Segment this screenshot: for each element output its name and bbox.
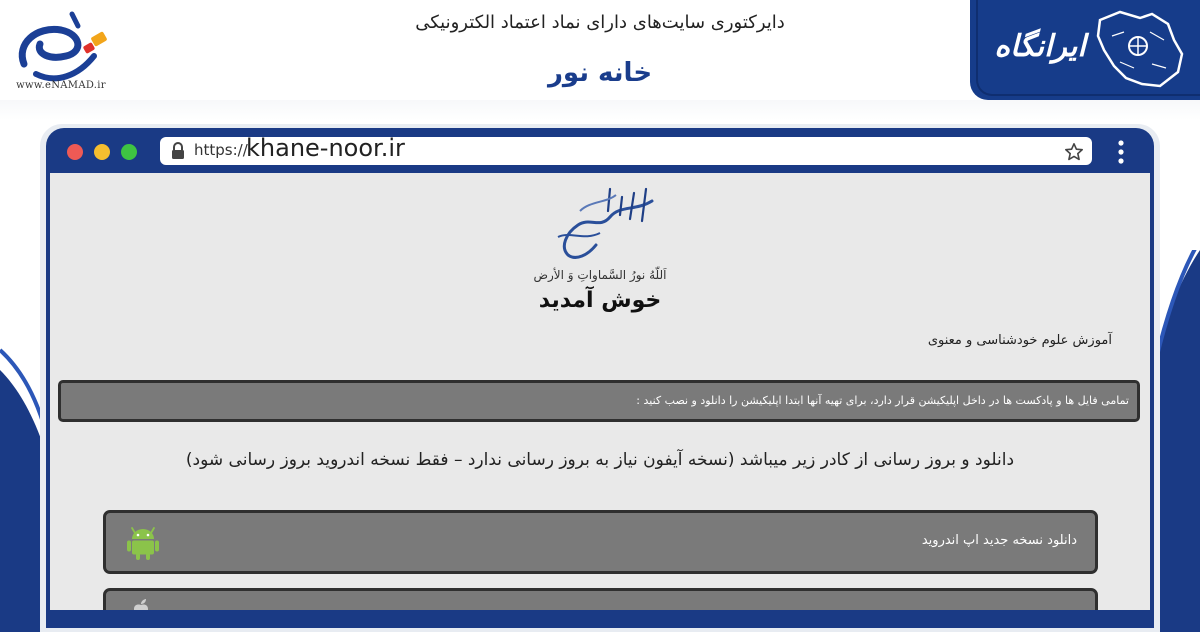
window-close-dot[interactable] — [67, 144, 83, 160]
download-ios-button[interactable] — [103, 588, 1098, 610]
kebab-menu-icon[interactable] — [1114, 139, 1128, 165]
welcome-heading: خوش آمدید — [538, 288, 662, 313]
quran-verse-text: اَللّهُ نورُ السَّماواتِ وَ الأرض — [533, 268, 667, 282]
page-header — [0, 0, 1200, 118]
apple-icon — [128, 599, 154, 610]
download-android-button[interactable] — [103, 510, 1098, 574]
download-info-text: دانلود و بروز رسانی از کادر زیر میباشد (نسخه آیفون نیاز به بروز رسانی ندارد – فقط نسخه اندروید بروز رسانی شود) — [185, 450, 1015, 470]
basmala-calligraphy — [550, 181, 660, 267]
irangah-logo-text: ایرانگاه — [994, 29, 1086, 64]
star-icon[interactable] — [1064, 142, 1084, 162]
download-android-label: دانلود نسخه جدید اپ اندروید — [921, 533, 1077, 548]
web-page-viewport — [50, 173, 1150, 610]
url-protocol: https:// — [194, 141, 248, 159]
app-notice-box — [58, 380, 1140, 422]
enamad-url-text[interactable]: www.eNAMAD.ir — [16, 80, 106, 91]
url-domain: khane-noor.ir — [246, 134, 405, 162]
window-minimize-dot[interactable] — [94, 144, 110, 160]
site-subtitle: آموزش علوم خودشناسی و معنوی — [927, 333, 1112, 348]
app-notice-text: تمامی فایل ها و پادکست ها در داخل اپلیکیشن قرار دارد، برای تهیه آنها ابتدا اپلیکیشن را دانلود و نصب کنید : — [636, 394, 1129, 407]
lock-icon — [170, 142, 186, 160]
window-maximize-dot[interactable] — [121, 144, 137, 160]
directory-title: دایرکتوری سایت‌های دارای نماد اعتماد الکترونیکی — [415, 12, 785, 33]
iran-map-icon — [1090, 6, 1188, 94]
android-icon — [126, 525, 160, 561]
site-name-title: خانه نور — [547, 58, 653, 88]
header-divider — [0, 100, 1200, 120]
